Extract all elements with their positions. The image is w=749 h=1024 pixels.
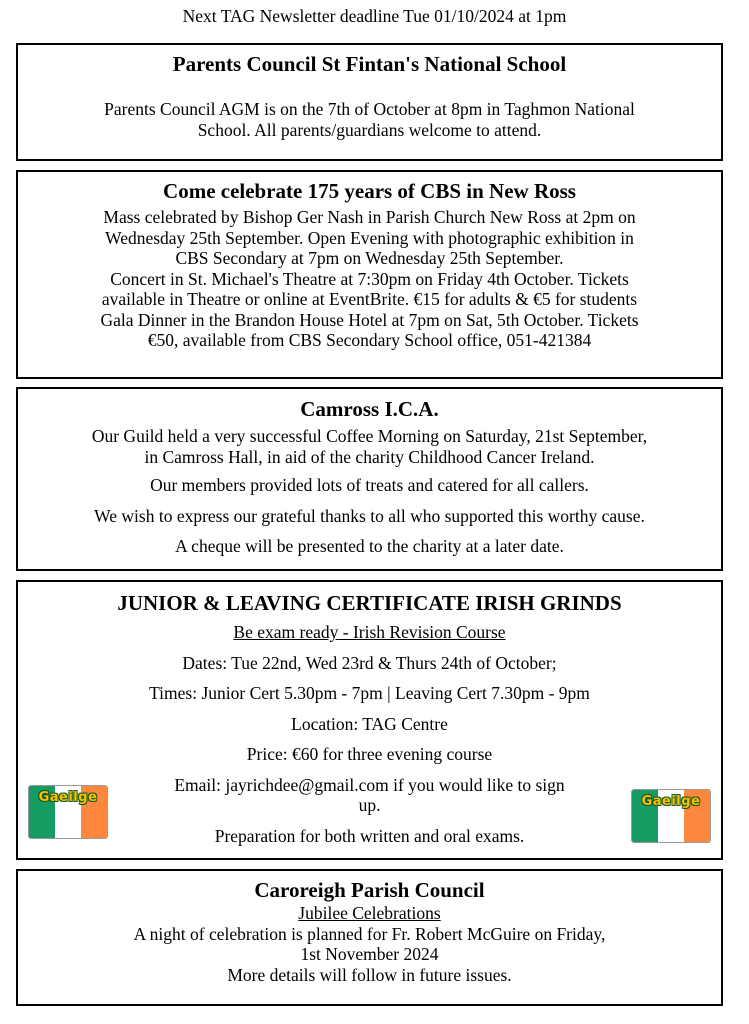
- gaeilge-logo-text: Gaeilge: [38, 790, 98, 805]
- ica-line: Our Guild held a very successful Coffee Morning on Saturday, 21st September,: [91, 426, 648, 446]
- newsletter-deadline: Next TAG Newsletter deadline Tue 01/10/2024 at 1pm: [182, 6, 567, 26]
- caroreigh-notice: [16, 869, 723, 1006]
- caroreigh-subtitle: Jubilee Celebrations: [298, 903, 441, 923]
- grinds-times: Times: Junior Cert 5.30pm - 7pm | Leaving Cert 7.30pm - 9pm: [149, 683, 590, 703]
- parents-council-title: Parents Council St Fintan's National School: [172, 52, 567, 76]
- ica-line: Our members provided lots of treats and catered for all callers.: [150, 475, 589, 495]
- cbs-line: €50, available from CBS Secondary School office, 051-421384: [147, 330, 592, 350]
- caroreigh-line: A night of celebration is planned for Fr. Robert McGuire on Friday,: [133, 923, 606, 944]
- cbs-line: Mass celebrated by Bishop Ger Nash in Parish Church New Ross at 2pm on: [103, 207, 636, 227]
- gaeilge-flag-logo-left: [28, 785, 108, 839]
- parents-council-line: Parents Council AGM is on the 7th of October at 8pm in Taghmon National: [104, 99, 635, 119]
- cbs-line: CBS Secondary at 7pm on Wednesday 25th September.: [175, 248, 564, 268]
- cbs-line: Wednesday 25th September. Open Evening with photographic exhibition in: [105, 227, 634, 248]
- cbs-line: Gala Dinner in the Brandon House Hotel at 7pm on Sat, 5th October. Tickets: [100, 309, 639, 330]
- grinds-location: Location: TAG Centre: [291, 713, 448, 734]
- caroreigh-title: Caroreigh Parish Council: [254, 878, 485, 902]
- grinds-subtitle: Be exam ready - Irish Revision Course: [233, 622, 506, 642]
- caroreigh-line: 1st November 2024: [300, 944, 439, 964]
- cbs-175-notice: [16, 170, 723, 379]
- grinds-prep: Preparation for both written and oral exams.: [214, 825, 525, 846]
- cbs-line: Concert in St. Michael's Theatre at 7:30pm on Friday 4th October. Tickets: [110, 268, 629, 289]
- camross-ica-notice: [16, 387, 723, 571]
- cbs-title: Come celebrate 175 years of CBS in New Ross: [163, 179, 576, 203]
- gaeilge-flag-logo-right: [631, 789, 711, 843]
- grinds-title: JUNIOR & LEAVING CERTIFICATE IRISH GRINDS: [117, 591, 622, 615]
- cbs-line: available in Theatre or online at EventBrite. €15 for adults & €5 for students: [101, 289, 638, 309]
- ica-title: Camross I.C.A.: [300, 397, 439, 421]
- parents-council-notice: [16, 43, 723, 161]
- ica-line: We wish to express our grateful thanks to all who supported this worthy cause.: [94, 505, 645, 526]
- irish-grinds-notice: [16, 580, 723, 860]
- grinds-price: Price: €60 for three evening course: [246, 744, 493, 764]
- ica-line: in Camross Hall, in aid of the charity Childhood Cancer Ireland.: [144, 446, 595, 467]
- parents-council-line: School. All parents/guardians welcome to attend.: [197, 119, 542, 140]
- gaeilge-logo-text: Gaeilge: [641, 794, 701, 809]
- grinds-email: Email: jayrichdee@gmail.com if you would like to sign: [174, 774, 565, 795]
- grinds-email-cont: up.: [358, 795, 381, 815]
- caroreigh-line: More details will follow in future issues.: [227, 964, 512, 985]
- grinds-dates: Dates: Tue 22nd, Wed 23rd & Thurs 24th of October;: [182, 652, 557, 673]
- ica-line: A cheque will be presented to the charity at a later date.: [175, 536, 564, 556]
